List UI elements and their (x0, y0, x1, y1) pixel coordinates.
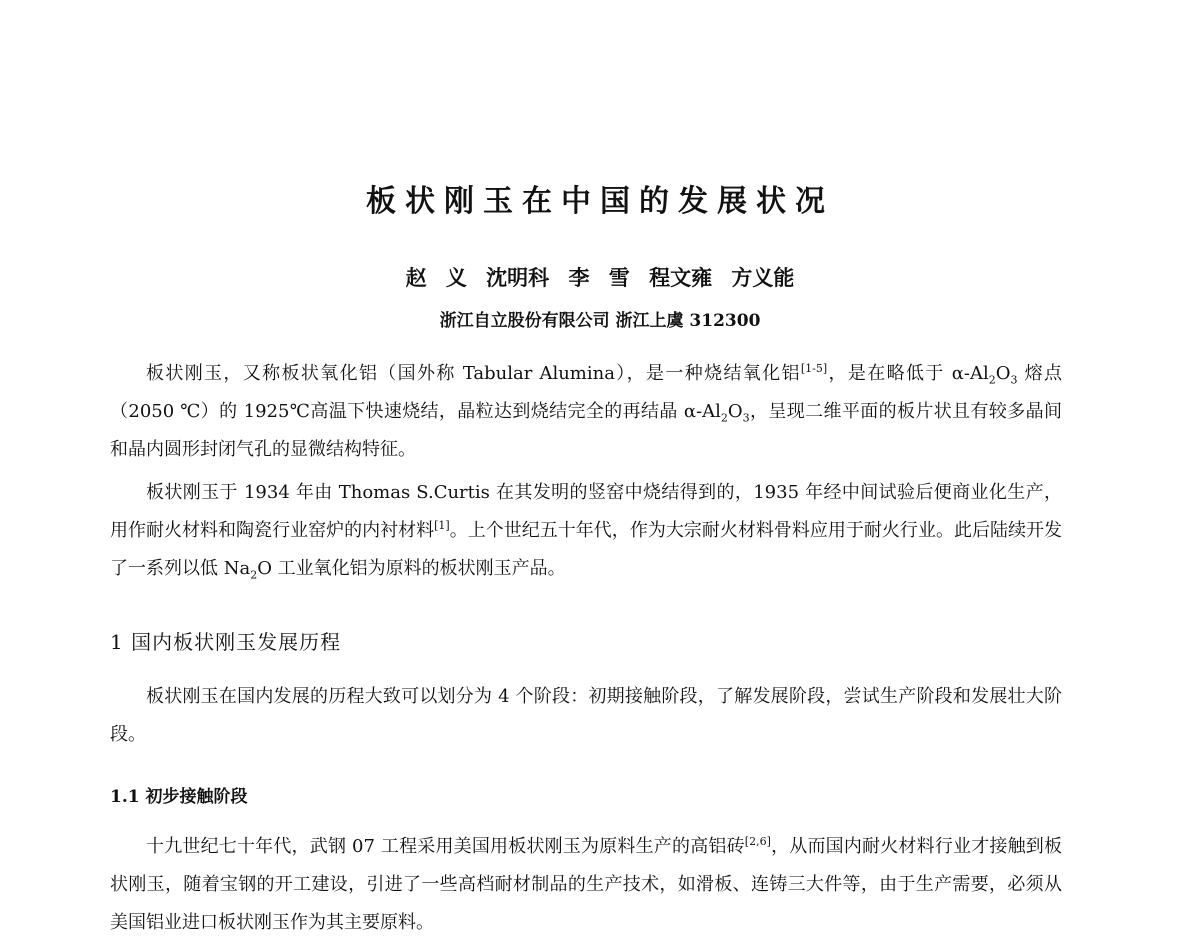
text-run: ，从而国内耐火材料行业才接触到板状刚玉，随着宝钢的开工建设，引进了一些高档耐材制品的生产技术，如滑板、连铸三大件等，由于生产需要，必须从美国铝业进口板状刚玉作为其主要原料。 (110, 836, 1062, 933)
section-heading-1: 1 国内板状刚玉发展历程 (110, 630, 342, 654)
subscript: 2 (720, 411, 728, 425)
paper-title: 板状刚玉在中国的发展状况 (366, 184, 834, 219)
paragraph-section-1: 板状刚玉在国内发展的历程大致可以划分为 4 个阶段：初期接触阶段，了解发展阶段，尝试生产阶段和发展壮大阶段。 (110, 686, 1062, 745)
text-run: ，呈现二维平面的板片状且有较多晶间和晶内圆形封闭气孔的显微结构特征。 (110, 401, 1063, 460)
citation-ref: [1] (434, 519, 450, 532)
text-run: 十九世纪七十年代，武钢 07 工程采用美国用板状刚玉为原料生产的高铝砖 (146, 836, 745, 857)
citation-ref: [1-5] (800, 362, 828, 375)
text-run: 板状刚玉，又称板状氧化铝（国外称 Tabular Alumina），是一种烧结氧化铝 (146, 363, 801, 384)
subsection-heading-1-1: 1.1 初步接触阶段 (110, 787, 248, 807)
citation-ref: [2,6] (744, 835, 771, 848)
text-run: 。上个世纪五十年代，作为大宗耐火材料骨料应用于耐火行业。此后陆续开发了一系列以低 Na (110, 520, 1062, 579)
text-run: ，是在略低于 α-Al (827, 363, 989, 384)
paragraph-section-1-1 (110, 828, 1062, 942)
subscript: 2 (988, 373, 996, 387)
subscript: 3 (742, 411, 750, 425)
affiliation: 浙江自立股份有限公司 浙江上虞 312300 (439, 311, 761, 331)
text-run: 板状刚玉于 1934 年由 Thomas S.Curtis 在其发明的竖窑中烧结得到的，1935 年经中间试验后便商业化生产，用作耐火材料和陶瓷行业窑炉的内衬材料 (110, 482, 1062, 541)
paragraph-intro-1 (110, 355, 1062, 469)
author-list: 赵 义 沈明科 李 雪 程文雍 方义能 (405, 265, 795, 290)
subscript: 2 (250, 568, 258, 582)
paragraph-intro-2 (110, 474, 1062, 588)
text-run: O (995, 363, 1011, 384)
text-run: 熔点（2050 ℃）的 1925℃高温下快速烧结，晶粒达到烧结完全的再结晶 α-Al (110, 363, 1062, 422)
text-run: O 工业氧化铝为原料的板状刚玉产品。 (257, 558, 566, 579)
text-run: O (727, 401, 743, 422)
subscript: 3 (1010, 373, 1018, 387)
